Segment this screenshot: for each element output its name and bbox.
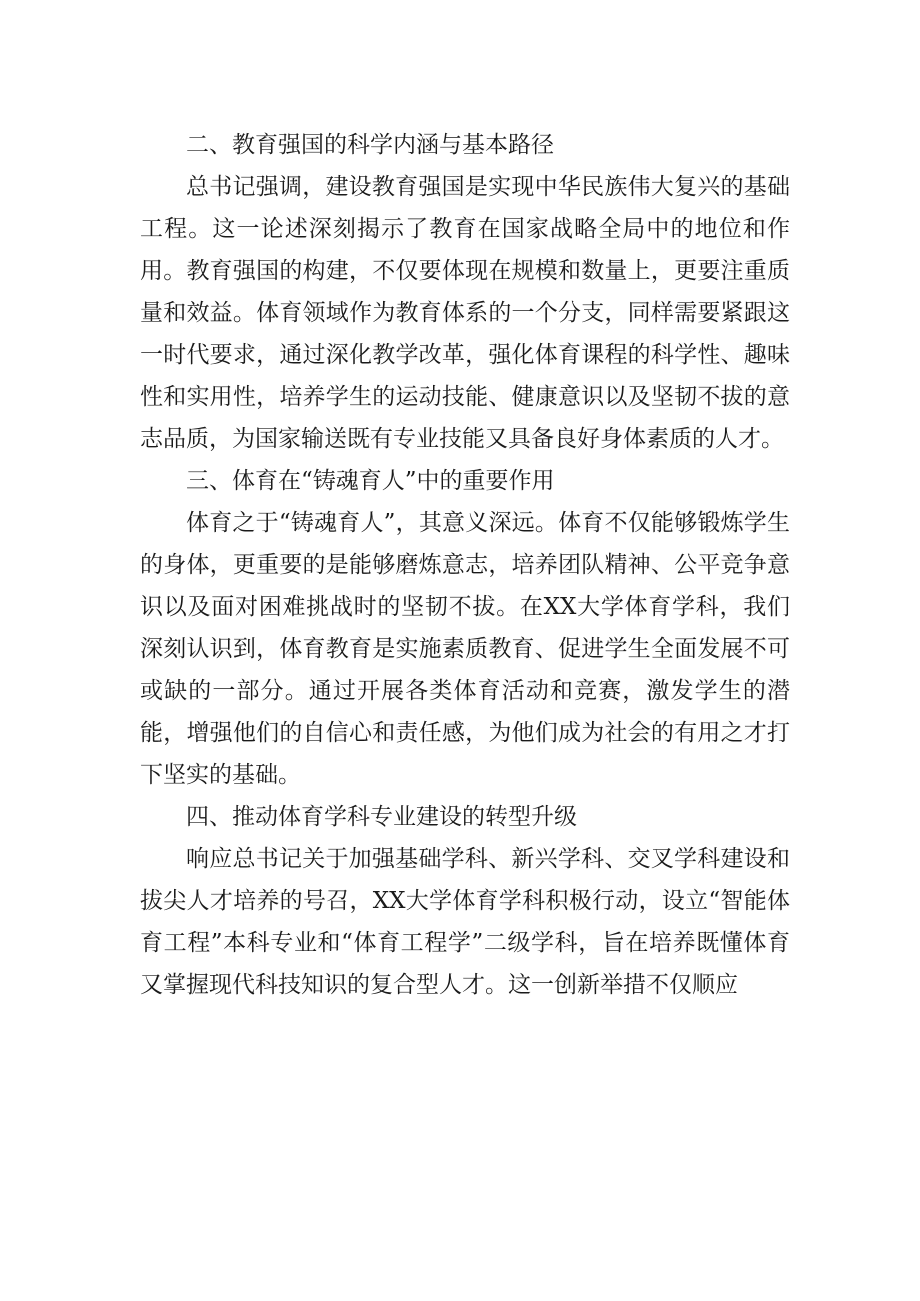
section-heading-3: 三、体育在“铸魂育人”中的重要作用 xyxy=(186,468,555,494)
body-paragraph: 总书记强调，建设教育强国是实现中华民族伟大复兴的基础工程。这一论述深刻揭示了教育在国家战略全局中的地位和作用。教育强国的构建，不仅要体现在规模和数量上，更要注重质量和效益。体育领域作为教育体系的一个分支，同样需要紧跟这一时代要求，通过深化教学改革，强化体育课程的科学性、趣味性和实用性，培养学生的运动技能、健康意识以及坚韧不拔的意志品质，为国家输送既有专业技能又具备良好身体素质的人才。 xyxy=(140,174,790,452)
body-paragraph: 体育之于“铸魂育人”，其意义深远。体育不仅能够锻炼学生的身体，更重要的是能够磨炼意志，培养团队精神、公平竞争意识以及面对困难挑战时的坚韧不拔。在XX大学体育学科，我们深刻认识到，体育教育是实施素质教育、促进学生全面发展不可或缺的一部分。通过开展各类体育活动和竞赛，激发学生的潜能，增强他们的自信心和责任感，为他们成为社会的有用之才打下坚实的基础。 xyxy=(140,510,790,788)
document-body xyxy=(140,124,790,1006)
section-heading-4: 四、推动体育学科专业建设的转型升级 xyxy=(186,804,577,830)
body-paragraph: 响应总书记关于加强基础学科、新兴学科、交叉学科建设和拔尖人才培养的号召，XX大学体育学科积极行动，设立“智能体育工程”本科专业和“体育工程学”二级学科，旨在培养既懂体育又掌握现代科技知识的复合型人才。这一创新举措不仅顺应 xyxy=(140,846,790,998)
section-heading-2: 二、教育强国的科学内涵与基本路径 xyxy=(186,132,554,158)
